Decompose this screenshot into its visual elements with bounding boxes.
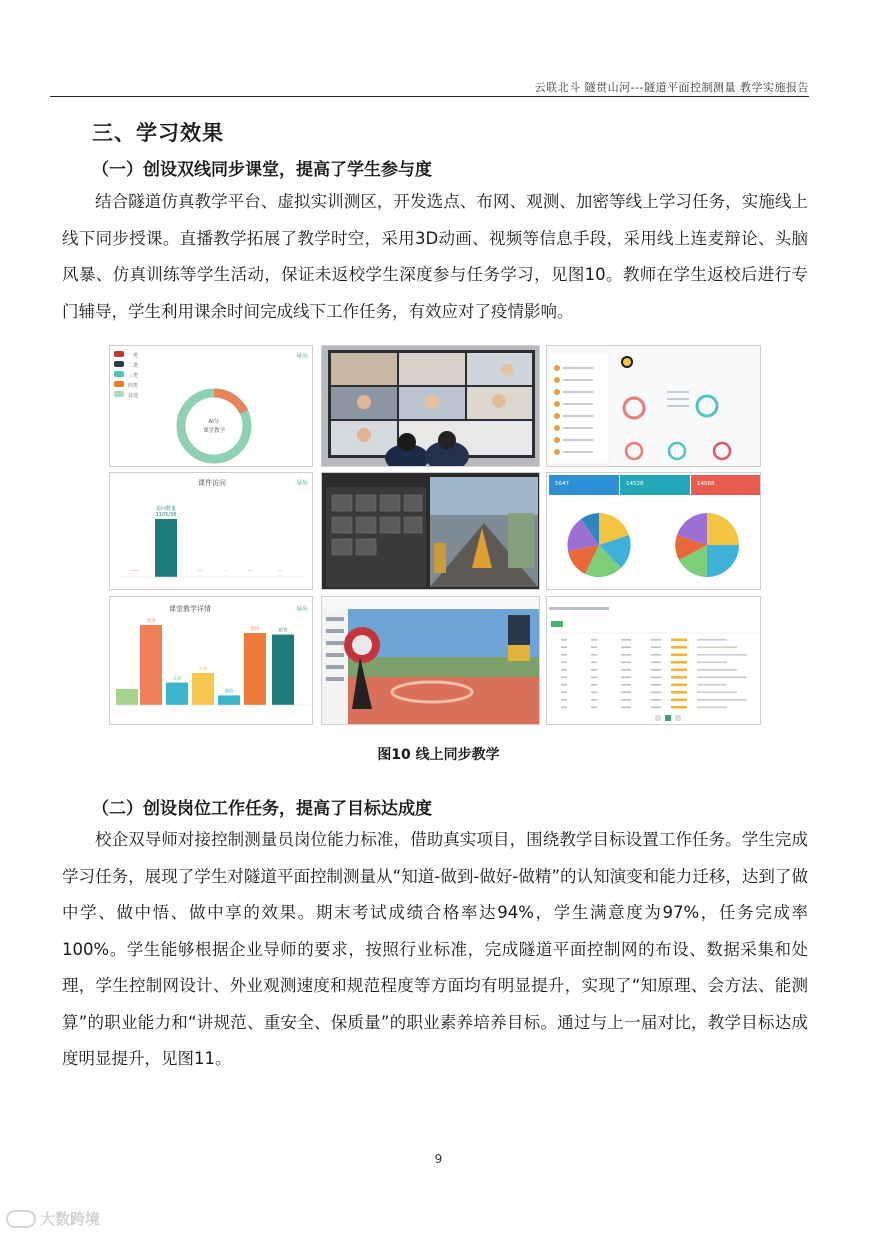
small-label-3: — <box>222 569 228 574</box>
classroom-bar-label: 提问 <box>250 627 260 632</box>
page-number: 9 <box>434 1152 443 1166</box>
legend-swatch-4 <box>114 381 124 387</box>
table-cell <box>697 692 737 694</box>
stat-value-1: 5647 <box>555 481 569 487</box>
classroom-bar <box>166 683 188 705</box>
paragraph-2: 校企双导师对接控制测量员岗位能力标准，借助真实项目，围绕教学目标设置工作任务。学生完成学习任务，展现了学生对隧道平面控制测量从“知道-做到-做好-做精”的认知演变和能力迁移，达到了做中学、做中悟、做中享的效果。期末考试成绩合格率达94%，学生满意度为97%，任务完成率100%。学生能够根据企业导师的要求，按照行业标准，完成隧道平面控制网的布设、数据采集和处理，学生控制网设计、外业观测速度和规范程度等方面均有明显提升，实现了“知原理、会方法、能测算”的职业能力和“讲规范、重安全、保质量”的职业素养培养目标。通过与上一届对比，教学目标达成度明显提升，见图11。 <box>62 830 808 1068</box>
courseware-access-panel <box>109 472 313 590</box>
classroom-bar <box>272 635 294 705</box>
donut-center-line2: 课堂教学 <box>202 428 226 434</box>
bar-label-top: 访问数量 <box>155 506 177 512</box>
legend-label-1: 一类 <box>128 353 139 359</box>
table-cell <box>651 669 661 671</box>
bar-value-top: 1105/36 <box>155 512 177 518</box>
pie-chart-right <box>675 513 739 577</box>
small-label-5: — <box>277 569 283 574</box>
table-cell <box>651 647 661 649</box>
figure-10-grid <box>109 345 761 725</box>
legend-label-5: 其他 <box>128 393 139 399</box>
table-cell <box>697 707 727 709</box>
table-cell <box>561 684 567 686</box>
star-rating <box>671 691 687 694</box>
table-cell <box>621 684 631 686</box>
table-cell <box>621 639 631 641</box>
subsection-heading-1: （一）创设双线同步课堂，提高了学生参与度 <box>92 160 432 180</box>
table-cell <box>697 654 747 656</box>
table-cell <box>561 707 567 709</box>
table-cell <box>561 654 567 656</box>
table-cell <box>651 684 661 686</box>
table-cell <box>561 639 567 641</box>
table-cell <box>697 677 747 679</box>
classroom-bars <box>116 617 294 705</box>
table-cell <box>591 707 597 709</box>
section-heading: 三、学习效果 <box>92 121 224 145</box>
table-cell <box>621 654 631 656</box>
video-class-photo <box>321 345 540 467</box>
star-rating <box>671 699 687 702</box>
classroom-detail-panel <box>109 596 313 725</box>
star-rating <box>671 676 687 679</box>
table-cell <box>651 662 661 664</box>
star-rating <box>671 639 687 642</box>
classroom-bar-label: 签到 <box>146 619 156 624</box>
legend-label-3: 三类 <box>128 373 139 379</box>
star-rating <box>671 684 687 687</box>
table-cell <box>561 647 567 649</box>
table-cell <box>697 669 737 671</box>
table-cell <box>591 662 597 664</box>
table-cell <box>651 639 661 641</box>
classroom-bar-label: 抢答 <box>278 628 288 634</box>
legend-swatch-3 <box>114 371 124 377</box>
table-cell <box>697 684 727 686</box>
table-cell <box>561 662 567 664</box>
table-cell <box>621 692 631 694</box>
student-dashboard-screenshot <box>546 345 761 467</box>
table-cell <box>561 692 567 694</box>
table-cell <box>591 677 597 679</box>
table-cell <box>697 662 727 664</box>
table-cell <box>591 647 597 649</box>
donut-legend <box>114 351 138 399</box>
star-rating <box>671 654 687 657</box>
legend-label-4: 四类 <box>128 383 139 389</box>
stat-value-3: 14068 <box>697 481 715 487</box>
pie-chart-left <box>567 513 630 577</box>
star-rating <box>671 646 687 649</box>
table-cell <box>591 699 597 701</box>
table-cell <box>591 684 597 686</box>
header-rule <box>50 96 809 97</box>
legend-swatch-5 <box>114 391 124 397</box>
classroom-bar-label: 测验 <box>224 689 234 695</box>
watermark-text: 大数跨境 <box>40 1210 101 1228</box>
table-cell <box>591 669 597 671</box>
classroom-bar-label: 头脑 <box>198 667 208 672</box>
table-cell <box>651 707 661 709</box>
small-label-1: —— <box>130 569 140 574</box>
subsection-heading-2: （二）创设岗位工作任务，提高了目标达成度 <box>92 799 432 819</box>
classroom-bar <box>192 673 214 705</box>
legend-swatch-2 <box>114 361 124 367</box>
classroom-export: 导出 <box>296 606 309 613</box>
table-cell <box>621 677 631 679</box>
table-cell <box>591 639 597 641</box>
courseware-main-bar <box>155 519 177 577</box>
export-link: 导出 <box>296 353 309 360</box>
legend-swatch-1 <box>114 351 124 357</box>
table-cell <box>697 699 747 701</box>
classroom-bar <box>218 695 240 705</box>
table-cell <box>621 647 631 649</box>
small-label-4: — <box>247 569 253 574</box>
tunnel-simulation-screenshot <box>321 472 540 590</box>
small-label-2: — <box>197 569 203 574</box>
legend-label-2: 二类 <box>128 363 139 369</box>
stat-value-2: 14528 <box>626 481 644 487</box>
table-cell <box>697 639 727 641</box>
watermark <box>6 1208 100 1229</box>
table-cell <box>651 654 661 656</box>
table-cell <box>697 647 737 649</box>
donut-accent-arc <box>214 393 244 412</box>
table-cell <box>651 677 661 679</box>
watermark-logo-icon <box>6 1210 36 1228</box>
survey-3d-screenshot <box>321 596 540 725</box>
table-cell <box>591 692 597 694</box>
figure-caption: 图10 线上同步教学 <box>377 747 500 763</box>
courseware-title: 课件访问 <box>198 479 226 487</box>
classroom-bar <box>116 689 138 705</box>
paragraph-1: 结合隧道仿真教学平台、虚拟实训测区，开发选点、布网、观测、加密等线上学习任务，实施线上线下同步授课。直播教学拓展了教学时空，采用3D动画、视频等信息手段，采用线上连麦辩论、头脑风暴、仿真训练等学生活动，保证未返校学生深度参与任务学习，见图10。教师在学生返校后进行专门辅导，学生利用课余时间完成线下工作任务，有效应对了疫情影响。 <box>62 192 808 321</box>
table-cell <box>561 677 567 679</box>
stats-pie-panel <box>546 472 761 590</box>
donut-chart-panel <box>109 345 313 467</box>
star-rating <box>671 706 687 709</box>
table-cell <box>651 699 661 701</box>
donut-center-line1: AI分 <box>208 419 220 425</box>
classroom-bar <box>244 633 266 705</box>
table-cell <box>621 699 631 701</box>
classroom-title: 课堂教学详情 <box>169 605 211 613</box>
star-rating <box>671 661 687 664</box>
table-cell <box>591 654 597 656</box>
table-cell <box>621 707 631 709</box>
running-header: 云联北斗 隧贯山河---隧道平面控制测量 教学实施报告 <box>534 81 809 94</box>
table-cell <box>651 692 661 694</box>
table-cell <box>561 699 567 701</box>
courseware-export: 导出 <box>296 480 309 487</box>
table-cell <box>621 669 631 671</box>
table-cell <box>561 669 567 671</box>
classroom-bar-label: 互动 <box>172 676 182 682</box>
classroom-bar <box>140 625 162 705</box>
grade-table-screenshot <box>546 596 761 725</box>
star-rating <box>671 669 687 672</box>
table-cell <box>621 662 631 664</box>
